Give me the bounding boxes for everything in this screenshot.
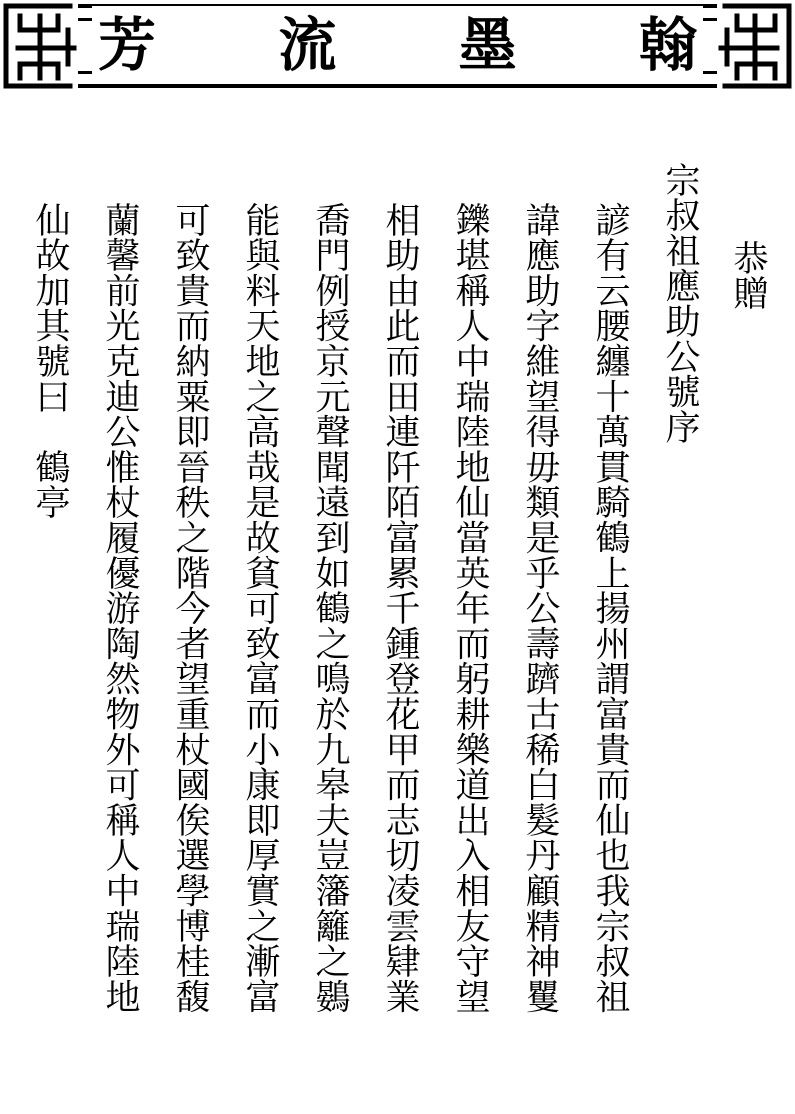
banner-char-1: 芳 [98,11,157,79]
column-text-3: 鑠堪稱人中瑞陸地仙當英年而躬耕樂道出入相友守望 [450,202,490,1014]
document-body [24,150,784,1100]
fret-ornament-right-icon [717,0,795,92]
banner-char-3: 墨 [458,11,517,79]
header-banner [0,0,795,92]
column-heading: 宗叔祖應助公號序 [660,162,700,445]
column-text-8: 蘭馨前光克迪公惟杖履優游陶然物外可稱人中瑞陸地 [100,202,140,1014]
column-text-1: 諺有云腰纏十萬貫騎鶴上揚州謂富貴而仙也我宗叔祖 [590,202,630,1014]
banner-char-2: 流 [278,11,337,79]
column-text-2: 諱應助字維望得毋類是乎公壽躋古稀白髮丹顧精神矍 [520,202,560,1014]
fret-ornament-left-icon [0,0,78,92]
column-text-4: 相助由此而田連阡陌富累千鍾登花甲而志切凌雲肄業 [380,202,420,1014]
banner-char-4: 翰 [638,11,697,79]
column-presented-to: 恭贈 [728,240,768,311]
column-text-6: 能與料天地之高哉是故貧可致富而小康即厚實之漸富 [240,202,280,1014]
column-text-7: 可致貴而納粟即晉秩之階今者望重杖國俟選學博桂馥 [170,202,210,1014]
banner-title [92,6,703,84]
column-text-5: 喬門例授京元聲聞遠到如鶴之鳴於九皋夫豈籓籬之鷃 [310,202,350,1014]
column-text-9: 仙故加其號曰 鶴亭 [30,202,70,520]
